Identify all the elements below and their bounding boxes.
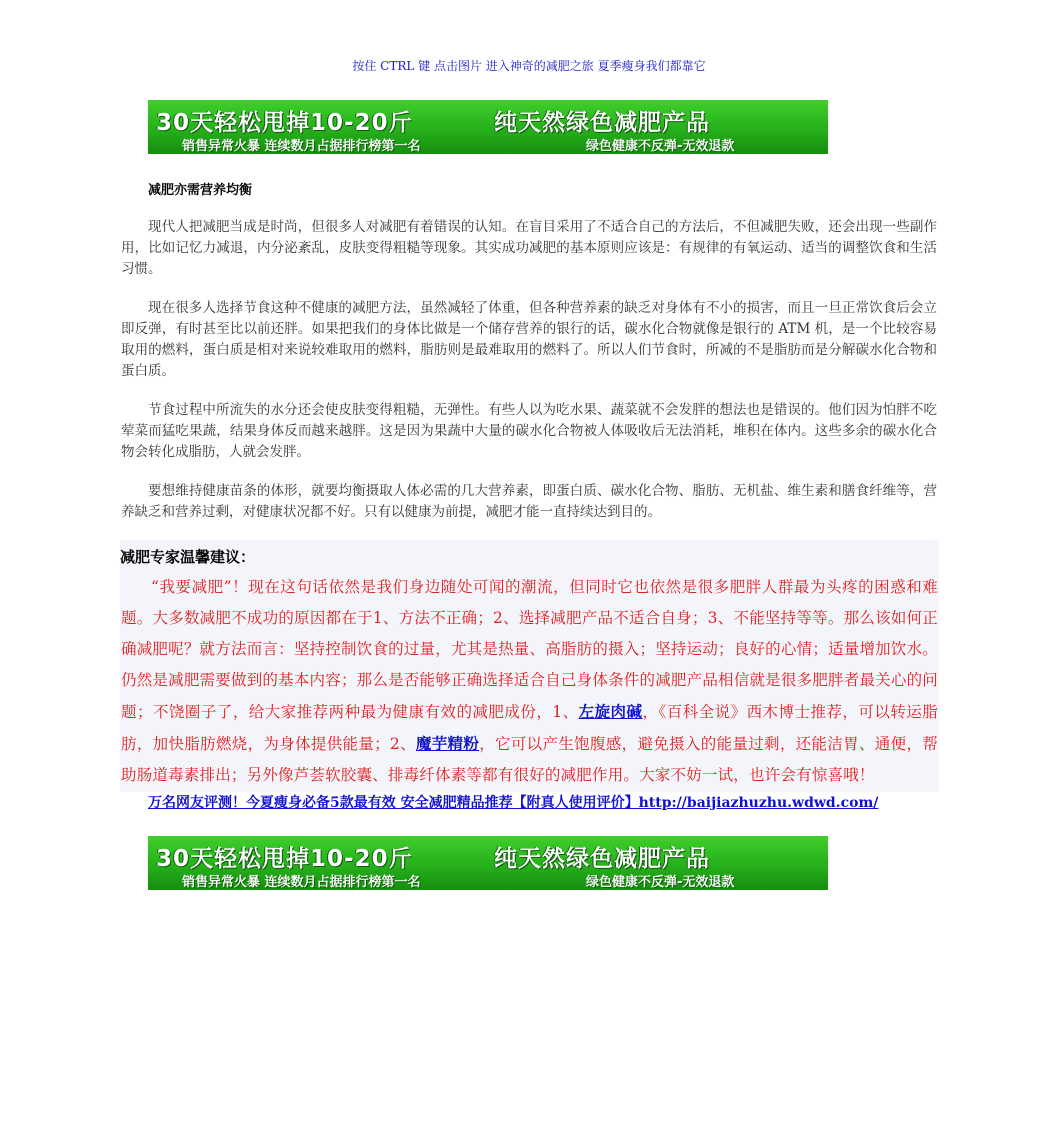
expert-tips-body: [121, 572, 938, 791]
banner-subline: 销售异常火暴 连续数月占据排行榜第一名: [182, 139, 421, 154]
banner-headline-right: 纯天然绿色减肥产品: [494, 846, 710, 872]
article-paragraph-2: 现在很多人选择节食这种不健康的减肥方法，虽然减轻了体重，但各种营养素的缺乏对身体有不小的损害，而且一旦正常饮食后会立即反弹，有时甚至比以前还胖。如果把我们的身体比做是一个储存营养的银行的话，碳水化合物就像是银行的 ATM 机，是一个比较容易取用的燃料，蛋白质是相对来说较难取用的燃料，脂肪则是最难取用的燃料了。所以人们节食时，所减的不是脂肪而是分解碳水化合物和蛋白质。: [121, 300, 937, 379]
banner-subline-right: 绿色健康不反弹-无效退款: [586, 139, 735, 154]
konjac-powder-link[interactable]: 魔芋精粉: [415, 734, 480, 753]
article-paragraph-4: 要想维持健康苗条的体形，就要均衡摄取人体必需的几大营养素，即蛋白质、碳水化合物、脂肪、无机盐、维生素和膳食纤维等，营养缺乏和营养过剩，对健康状况都不好。只有以健康为前提，减肥才能一直持续达到目的。: [121, 483, 937, 520]
banner-headline: 30天轻松甩掉10-20斤: [156, 846, 413, 872]
tips-text-part1: “我要减肥”！现在这句话依然是我们身边随处可闻的潮流，但同时它也依然是很多肥胖人群最为头疼的困惑和难题。大多数减肥不成功的原因都在于1、方法不正确；2、选择减肥产品不适合自身；3、不能坚持等等。那么该如何正确减肥呢？就方法而言：坚持控制饮食的过量，尤其是热量、高脂肪的摄入；坚持运动；良好的心情；适量增加饮水。仍然是减肥需要做到的基本内容；那么是否能够正确选择适合自己身体条件的减肥产品相信就是很多肥胖者最关心的问题；不饶圈子了，给大家推荐两种最为健康有效的减肥成份，1、: [121, 578, 938, 721]
article-paragraph-1: 现代人把减肥当成是时尚，但很多人对减肥有着错误的认知。在盲目采用了不适合自己的方法后，不但减肥失败，还会出现一些副作用，比如记忆力减退，内分泌紊乱，皮肤变得粗糙等现象。其实成功减肥的基本原则应该是：有规律的有氧运动、适当的调整饮食和生活习惯。: [121, 219, 937, 277]
banner-headline-right: 纯天然绿色减肥产品: [494, 110, 710, 136]
review-recommendation-link[interactable]: 万名网友评测！今夏瘦身必备5款最有效 安全减肥精品推荐【附真人使用评价】http://baijiazhuzhu.wdwd.com/: [148, 795, 879, 811]
tips-text-part2: ，《百科全说》西木博士推荐，可以转运脂肪，加快脂肪燃烧，为身体提供能量；2、: [121, 703, 938, 753]
top-promo-link[interactable]: 按住 CTRL 键 点击图片 进入神奇的减肥之旅 夏季瘦身我们都靠它: [352, 59, 706, 73]
banner-headline: 30天轻松甩掉10-20斤: [156, 110, 413, 136]
ad-banner-bottom[interactable]: [148, 836, 828, 890]
banner-subline: 销售异常火暴 连续数月占据排行榜第一名: [182, 875, 421, 890]
article-paragraph-3: 节食过程中所流失的水分还会使皮肤变得粗糙，无弹性。有些人以为吃水果、蔬菜就不会发胖的想法也是错误的。他们因为怕胖不吃荤菜而猛吃果蔬，结果身体反而越来越胖。这是因为果蔬中大量的碳水化合物被人体吸收后无法消耗，堆积在体内。这些多余的碳水化合物会转化成脂肪，人就会发胖。: [121, 402, 937, 460]
expert-tips-heading: 减肥专家温馨建议：: [120, 548, 256, 566]
ad-banner-top[interactable]: [148, 100, 828, 154]
banner-subline-right: 绿色健康不反弹-无效退款: [586, 875, 735, 890]
tips-text-part3: ，它可以产生饱腹感，避免摄入的能量过剩，还能洁胃、通便，帮助肠道毒素排出；另外像芦荟软胶囊、排毒纤体素等都有很好的减肥作用。大家不妨一试，也许会有惊喜哦！: [121, 735, 938, 784]
article-title: 减肥亦需营养均衡: [148, 183, 253, 198]
l-carnitine-link[interactable]: 左旋肉碱: [578, 702, 643, 721]
